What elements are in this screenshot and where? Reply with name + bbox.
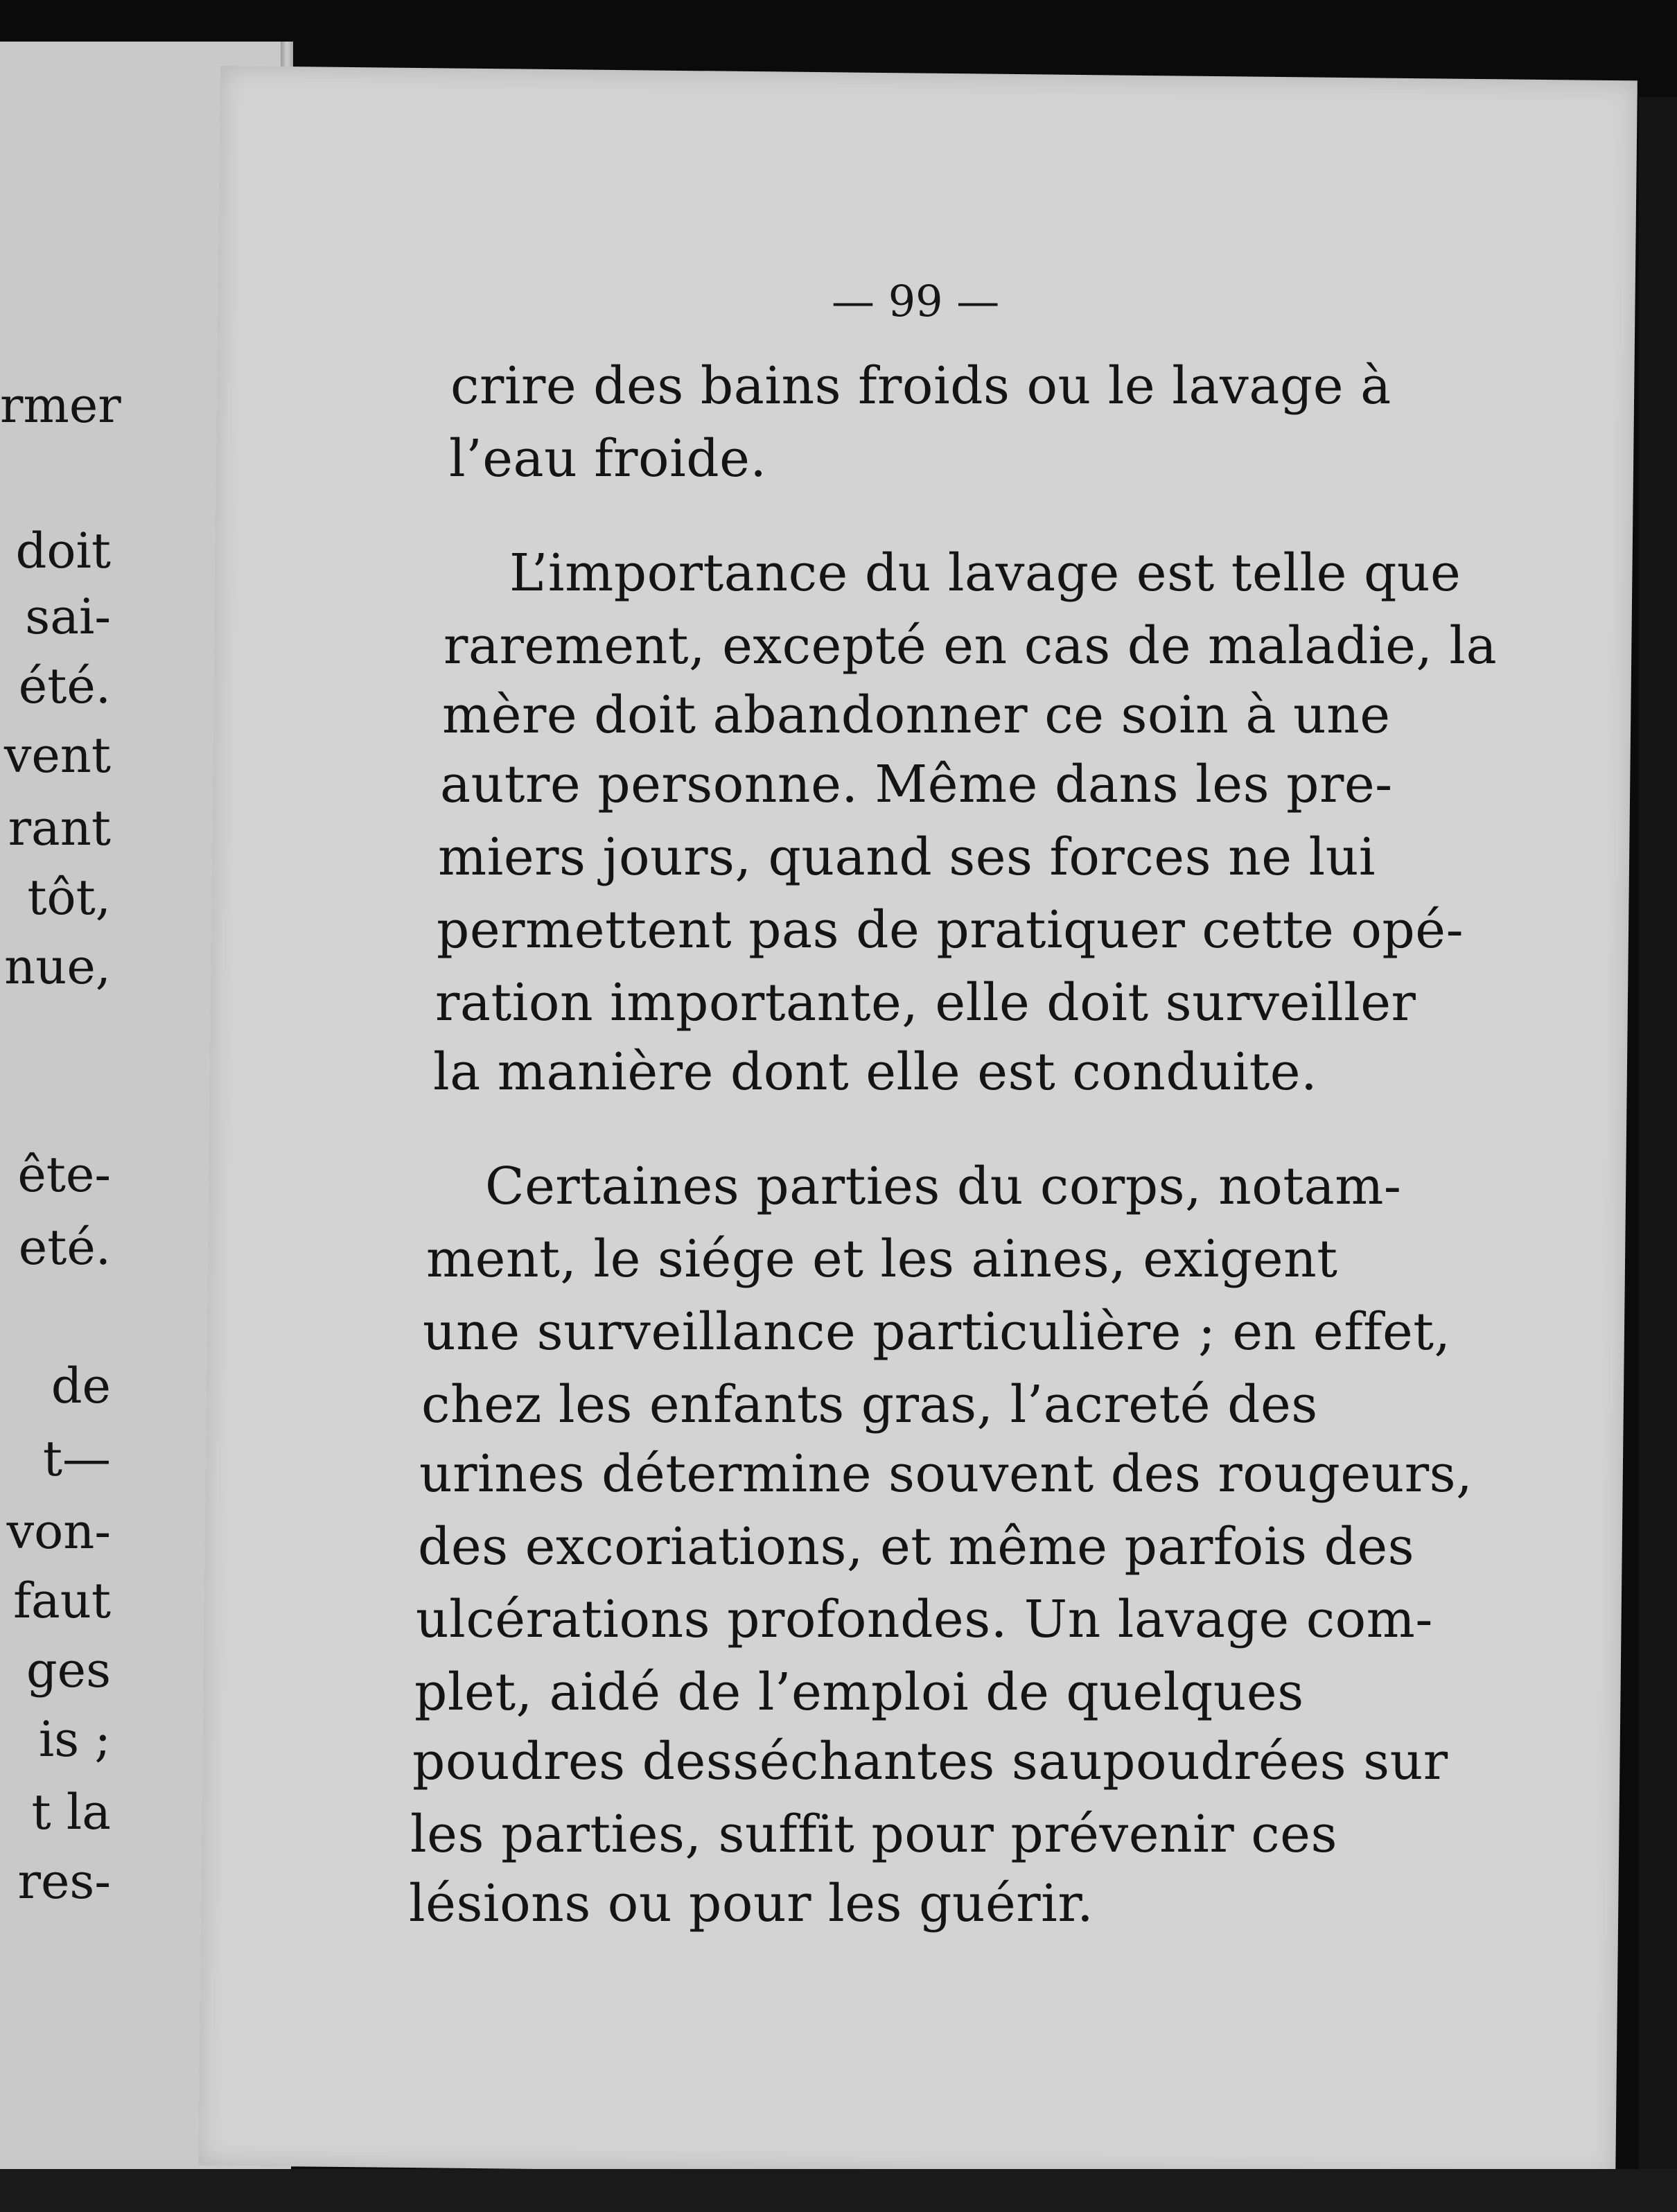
text-line: la manière dont elle est conduite. — [433, 1042, 1318, 1102]
left-line: vent — [3, 727, 111, 784]
left-line: tôt, — [27, 869, 111, 926]
left-line: doit — [15, 523, 111, 579]
left-line: faut — [13, 1572, 111, 1629]
left-line: ges — [26, 1642, 111, 1698]
left-line: nue, — [4, 938, 111, 995]
left-line: is ; — [38, 1711, 111, 1768]
left-line: von- — [6, 1503, 111, 1560]
text-line: ment, le siége et les aines, exigent — [426, 1229, 1338, 1289]
text-line: les parties, suffit pour prévenir ces — [410, 1805, 1337, 1864]
text-line: plet, aidé de l’emploi de quelques — [414, 1662, 1304, 1722]
text-line: Certaines parties du corps, notam- — [485, 1157, 1402, 1216]
text-line: chez les enfants gras, l’acreté des — [421, 1375, 1318, 1434]
text-line: miers jours, quand ses forces ne lui — [438, 827, 1376, 887]
text-line: des excoriations, et même parfois des — [418, 1517, 1415, 1577]
left-line: t la — [31, 1784, 111, 1841]
text-line: l’eau froide. — [449, 429, 767, 489]
text-line: crire des bains froids ou le lavage à — [450, 356, 1391, 416]
left-line: sai- — [25, 588, 111, 645]
left-line: t— — [42, 1430, 111, 1487]
page-number: — 99 — — [832, 276, 1000, 326]
left-line: été. — [18, 658, 111, 714]
text-line: urines détermine souvent des rougeurs, — [419, 1444, 1473, 1504]
text-line: ulcérations profondes. Un lavage com- — [416, 1590, 1433, 1649]
bottom-edge — [0, 2169, 1677, 2212]
left-line: rmer — [0, 377, 121, 434]
left-line: de — [51, 1358, 111, 1414]
text-line: L’importance du lavage est telle que — [509, 543, 1461, 603]
text-line: poudres desséchantes saupoudrées sur — [412, 1732, 1448, 1791]
text-line: autre personne. Même dans les pre- — [440, 755, 1393, 814]
page-edge — [1639, 97, 1677, 2212]
left-line: res- — [17, 1853, 111, 1910]
text-line: ration importante, elle doit surveiller — [435, 973, 1416, 1033]
text-line: une surveillance particulière ; en effet, — [423, 1302, 1451, 1362]
left-line: rant — [8, 800, 111, 857]
text-line: permettent pas de pratiquer cette opé- — [437, 900, 1464, 960]
text-line: mère doit abandonner ce soin à une — [442, 685, 1391, 745]
text-line: lésions ou pour les guérir. — [409, 1874, 1094, 1933]
left-line: eté. — [18, 1219, 111, 1276]
text-line: rarement, excepté en cas de maladie, la — [444, 616, 1498, 676]
left-line: ête- — [17, 1146, 111, 1203]
